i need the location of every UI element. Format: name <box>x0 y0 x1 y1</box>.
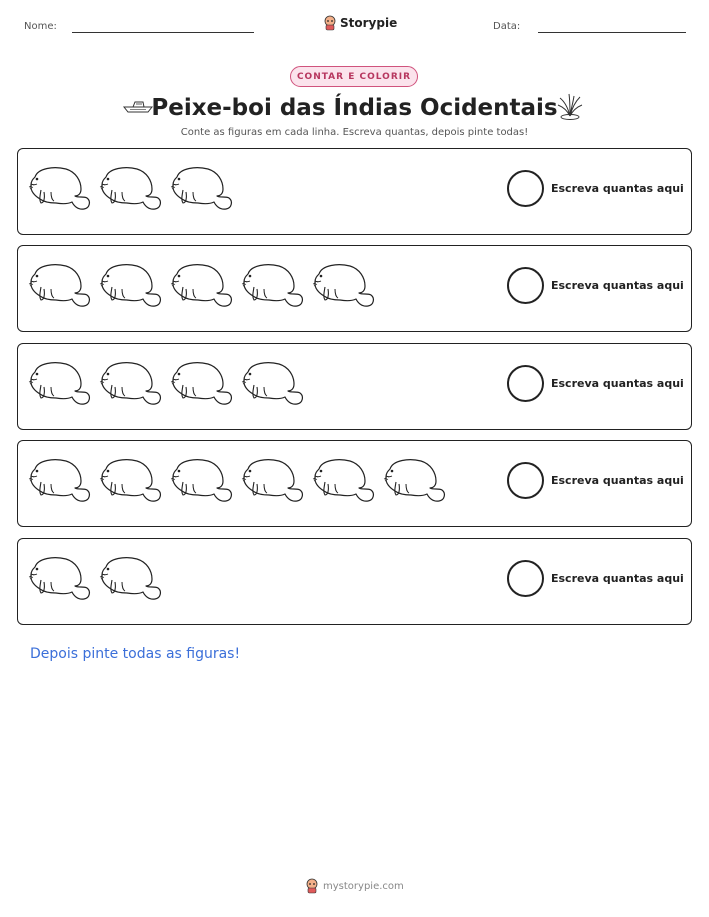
footer-url: mystorypie.com <box>323 880 404 892</box>
name-label: Nome: <box>24 21 57 32</box>
manatee-figure[interactable] <box>170 163 233 211</box>
storypie-mascot-icon <box>305 878 319 894</box>
date-label: Data: <box>493 21 521 32</box>
answer-circle[interactable] <box>507 462 544 499</box>
title-row <box>0 92 709 124</box>
instructions: Conte as figuras em cada linha. Escreva quantas, depois pinte todas! <box>180 127 529 138</box>
manatee-figure[interactable] <box>99 455 162 503</box>
answer-label: Escreva quantas aqui <box>551 572 684 585</box>
manatee-figure[interactable] <box>28 260 91 308</box>
manatee-figure[interactable] <box>170 260 233 308</box>
manatee-figure[interactable] <box>28 553 91 601</box>
manatee-figure[interactable] <box>99 553 162 601</box>
figure-group <box>28 553 162 601</box>
manatee-figure[interactable] <box>28 455 91 503</box>
brand-name: Storypie <box>340 16 398 30</box>
counting-row <box>17 440 692 527</box>
manatee-figure[interactable] <box>170 455 233 503</box>
answer-label: Escreva quantas aqui <box>551 377 684 390</box>
manatee-figure[interactable] <box>312 260 375 308</box>
storypie-mascot-icon <box>323 15 337 31</box>
manatee-figure[interactable] <box>28 163 91 211</box>
answer-circle[interactable] <box>507 267 544 304</box>
brand-logo <box>323 14 397 32</box>
manatee-figure[interactable] <box>170 358 233 406</box>
counting-row <box>17 245 692 332</box>
manatee-figure[interactable] <box>99 260 162 308</box>
date-field[interactable] <box>538 32 686 33</box>
manatee-figure[interactable] <box>99 358 162 406</box>
figure-group <box>28 455 446 503</box>
manatee-figure[interactable] <box>28 358 91 406</box>
figure-group <box>28 260 375 308</box>
answer-circle[interactable] <box>507 560 544 597</box>
counting-row <box>17 148 692 235</box>
answer-label: Escreva quantas aqui <box>551 474 684 487</box>
page-title: Peixe-boi das Índias Ocidentais <box>151 95 558 121</box>
manatee-figure[interactable] <box>241 260 304 308</box>
seagrass-icon <box>555 92 585 120</box>
activity-badge: CONTAR E COLORIR <box>290 66 418 87</box>
answer-circle[interactable] <box>507 365 544 402</box>
figure-group <box>28 163 233 211</box>
answer-circle[interactable] <box>507 170 544 207</box>
name-field[interactable] <box>72 32 254 33</box>
manatee-figure[interactable] <box>312 455 375 503</box>
coloring-instruction: Depois pinte todas as figuras! <box>30 646 241 662</box>
manatee-figure[interactable] <box>99 163 162 211</box>
manatee-figure[interactable] <box>241 455 304 503</box>
worksheet-header <box>0 14 709 44</box>
counting-row <box>17 538 692 625</box>
answer-label: Escreva quantas aqui <box>551 279 684 292</box>
counting-row <box>17 343 692 430</box>
figure-group <box>28 358 304 406</box>
manatee-figure[interactable] <box>383 455 446 503</box>
answer-label: Escreva quantas aqui <box>551 182 684 195</box>
footer <box>305 878 404 894</box>
manatee-figure[interactable] <box>241 358 304 406</box>
